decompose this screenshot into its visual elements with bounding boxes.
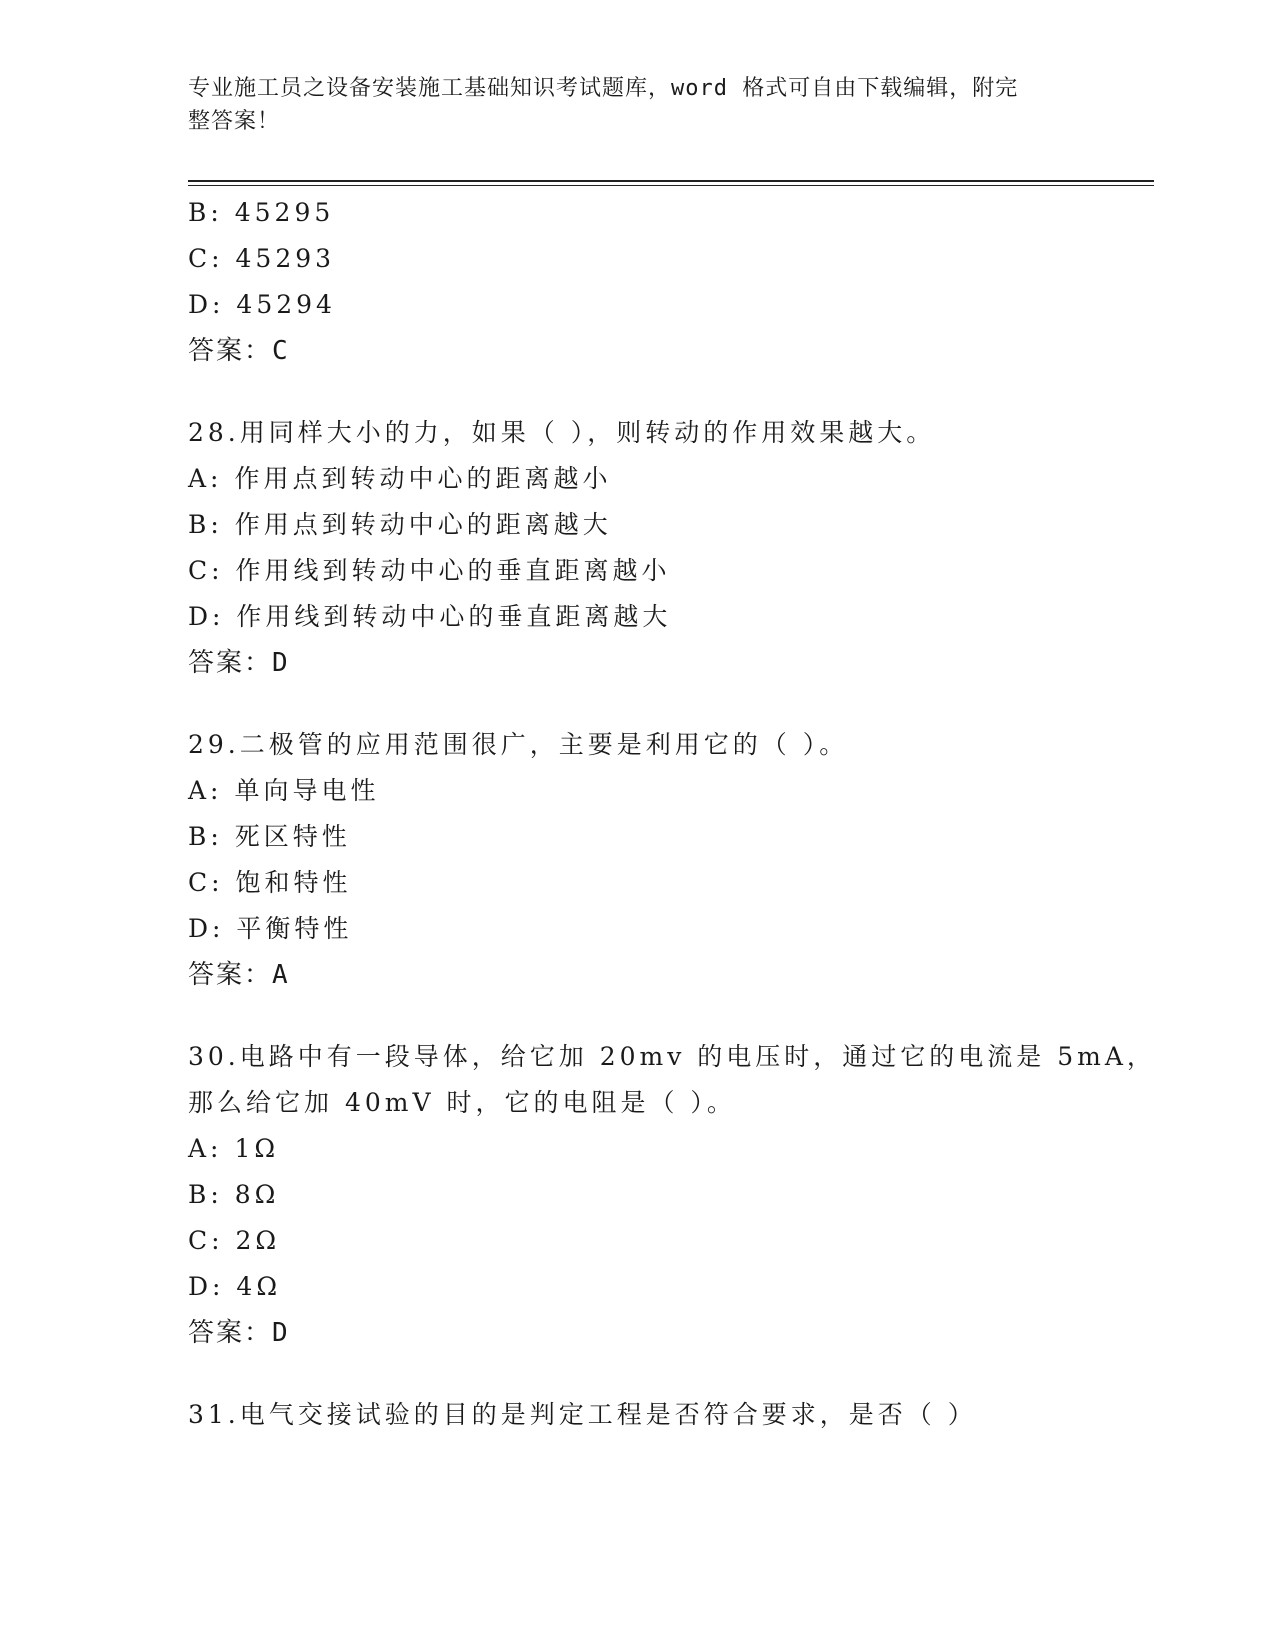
option-b: B: 死区特性 <box>188 822 351 851</box>
header-divider-thick <box>188 180 1154 182</box>
option-d: D: 4Ω <box>188 1272 282 1301</box>
header-line-2: 整答案！ <box>188 109 281 134</box>
option-d: D: 45294 <box>188 290 336 319</box>
spacer <box>188 686 1088 722</box>
option-b: B: 作用点到转动中心的距离越大 <box>188 510 612 539</box>
option-a: A: 作用点到转动中心的距离越小 <box>188 464 612 493</box>
option-d: D: 作用线到转动中心的垂直距离越大 <box>188 602 672 631</box>
spacer <box>188 374 1088 410</box>
option-c: C: 45293 <box>188 244 336 273</box>
question-30 <box>188 1034 1156 1356</box>
option-a: A: 1Ω <box>188 1134 280 1163</box>
option-b: B: 8Ω <box>188 1180 280 1209</box>
question-stem: 30.电路中有一段导体，给它加 20mv 的电压时，通过它的电流是 5mA， <box>188 1042 1156 1071</box>
option-c: C: 饱和特性 <box>188 868 352 897</box>
option-a: A: 单向导电性 <box>188 776 380 805</box>
header-divider-thin <box>188 185 1154 186</box>
question-partial <box>188 190 1088 374</box>
question-stem: 29.二极管的应用范围很广，主要是利用它的（ ）。 <box>188 730 849 759</box>
header-line-1: 专业施工员之设备安装施工基础知识考试题库，word 格式可自由下载编辑，附完 <box>188 76 1019 101</box>
question-28 <box>188 410 1088 686</box>
question-stem: 28.用同样大小的力，如果（ ），则转动的作用效果越大。 <box>188 418 936 447</box>
option-c: C: 作用线到转动中心的垂直距离越小 <box>188 556 671 585</box>
spacer <box>188 998 1088 1034</box>
option-b: B: 45295 <box>188 198 335 227</box>
answer-line: 答案：A <box>188 960 290 990</box>
question-31 <box>188 1392 1088 1438</box>
answer-line: 答案：D <box>188 648 290 678</box>
option-d: D: 平衡特性 <box>188 914 353 943</box>
question-stem-continued: 那么给它加 40mV 时，它的电阻是（ ）。 <box>188 1088 736 1117</box>
question-29 <box>188 722 1088 998</box>
option-c: C: 2Ω <box>188 1226 281 1255</box>
question-list <box>188 190 1156 1438</box>
answer-line: 答案：D <box>188 1318 290 1348</box>
spacer <box>188 1356 1088 1392</box>
question-stem: 31.电气交接试验的目的是判定工程是否符合要求，是否（ ） <box>188 1400 977 1429</box>
answer-line: 答案：C <box>188 336 290 366</box>
document-header <box>188 72 1068 138</box>
